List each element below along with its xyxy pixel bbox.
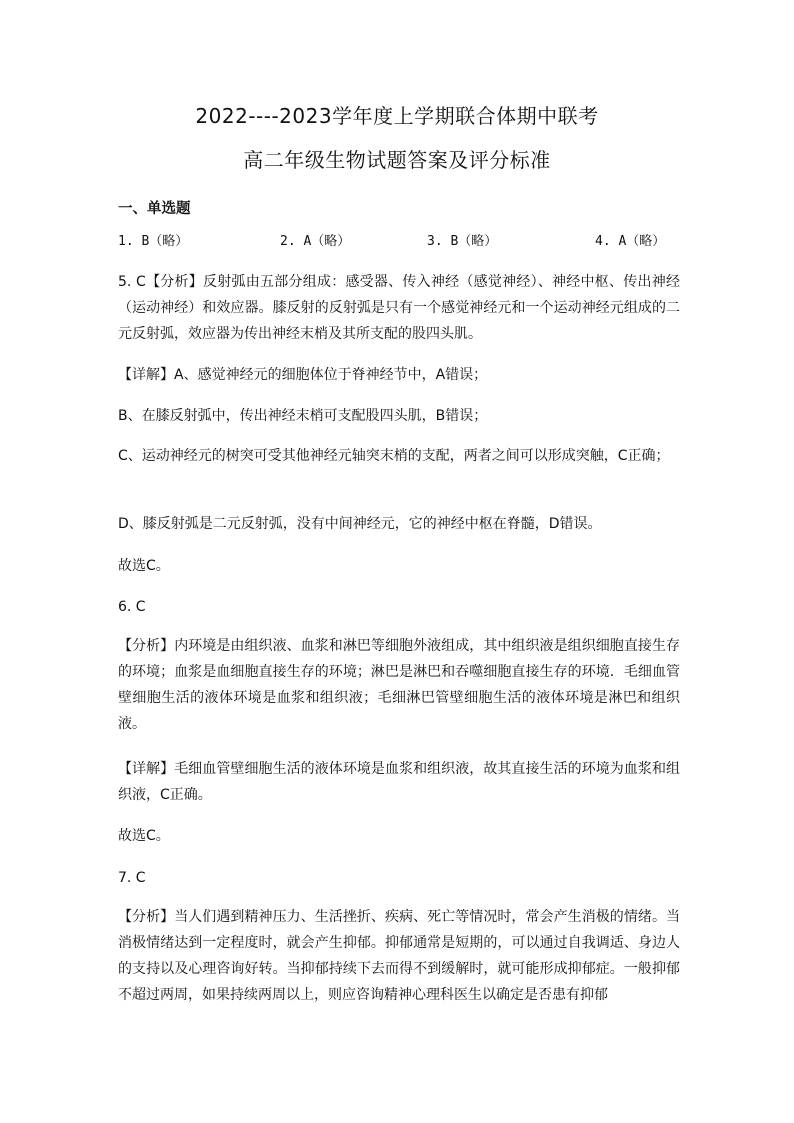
document-subtitle: 高二年级生物试题答案及评分标准	[243, 148, 551, 172]
answer-2: 2. A（略）	[280, 234, 351, 249]
answer-3: 3. B（略）	[427, 234, 498, 249]
q6-analysis: 【分析】内环境是由组织液、血浆和淋巴等细胞外液组成，其中组织液是组织细胞直接生存的环境；血浆是血细胞直接生存的环境；淋巴是淋巴和吞噬细胞直接生存的环境．毛细血管壁细胞生活的液体环境是血浆和组织液；毛细淋巴管壁细胞生活的液体环境是淋巴和组织液。	[118, 638, 680, 732]
answer-1: 1. B（略）	[118, 234, 189, 249]
q5-detail-b: B、在膝反射弧中，传出神经末梢可支配股四头肌，B错误；	[118, 408, 488, 424]
q6-detail: 【详解】毛细血管壁细胞生活的液体环境是血浆和组织液，故其直接生活的环境为血浆和组织液，C正确。	[118, 761, 680, 803]
q5-detail-a: 【详解】A、感觉神经元的细胞体位于脊神经节中，A错误；	[118, 367, 488, 383]
q5-detail-c: C、运动神经元的树突可受其他神经元轴突末梢的支配，两者之间可以形成突触，C正确；	[118, 448, 670, 464]
q5-analysis: 5. C【分析】反射弧由五部分组成：感受器、传入神经（感觉神经）、神经中枢、传出神经（运动神经）和效应器。膝反射的反射弧是只有一个感觉神经元和一个运动神经元组成的二元反射弧，效应器为传出神经末梢及其所支配的股四头肌。	[118, 274, 680, 342]
section-heading: 一、单选题	[118, 201, 191, 217]
q5-detail-d: D、膝反射弧是二元反射弧，没有中间神经元，它的神经中枢在脊髓，D错误。	[118, 516, 602, 532]
q7-analysis: 【分析】当人们遇到精神压力、生活挫折、疾病、死亡等情况时，常会产生消极的情绪。当消极情绪达到一定程度时，就会产生抑郁。抑郁通常是短期的，可以通过自我调适、身边人的支持以及心理咨询好转。当抑郁持续下去而得不到缓解时，就可能形成抑郁症。一般抑郁不超过两周，如果持续两周以上，则应咨询精神心理科医生以确定是否患有抑郁	[118, 909, 680, 1003]
q6-conclusion: 故选C。	[118, 828, 170, 844]
q6-number: 6. C	[118, 599, 146, 615]
document-title: 2022----2023学年度上学期联合体期中联考	[195, 104, 599, 128]
answer-4: 4. A（略）	[595, 234, 666, 249]
q7-number: 7. C	[118, 870, 146, 886]
q5-conclusion: 故选C。	[118, 558, 170, 574]
